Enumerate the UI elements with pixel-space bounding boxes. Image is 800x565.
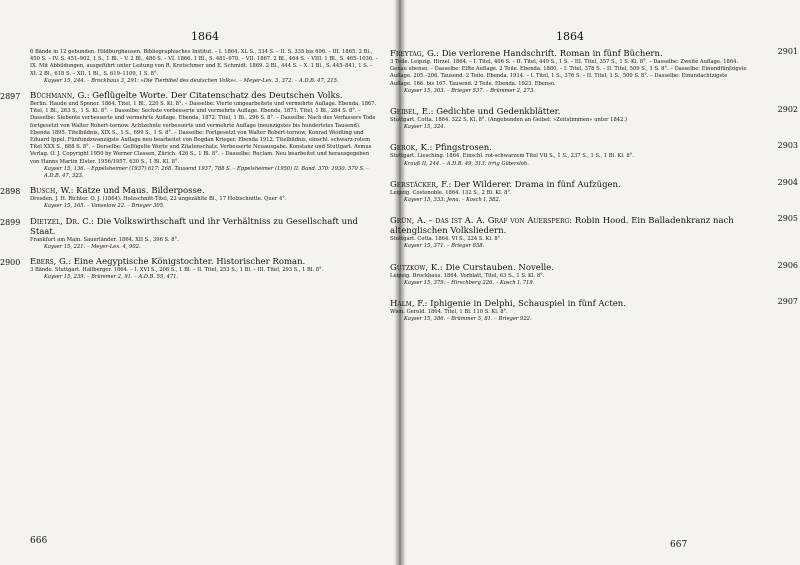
- entry-body: Berlin. Haude und Spener. 1864. Titel, 1 Bl., 220 S. Kl. 8°. – Dasselbe: Vierte umgearbeitete und vermehrte Auflage. Ebenda, 1867. Titel, 1 Bl., 263 S., 1 S. Kl. 8°. – Dasselbe: Sechste verbesserte und vermehrte Auflage. Ebenda, 1871. Titel, 1 Bl., 284 S. 8°. – Dasselbe: Siebente verbesserte und vermehrte Auflage. Ebenda, 1872. Titel, 1 Bl., 296 S. 8°. – Dasselbe: Nach des Verfassers Tode fortgesetzt von Walter Robert-tornow. Achtzehnte verbesserte und vermehrte Auflage (neunzigstes bis hundertstes Tausend). Ebenda 1895. Titelbildnis, XIX S., 1 S., 699 S., 1 S. 8°. – Dasselbe: Fortgesetzt von Walter Robert-tornow, Konrad Weidling und Eduard Ippel. Fünfundzwanzigste Auflage neu bearbeitet von Bogdan Krieger. Ebenda 1912. Titelbildnis, einschl. schwarz-rotem Titel XXX S., 688 S. 8°. – Derselbe: Geflügelte Worte und Zitatenschatz. Verbesserte Neuausgabe. Konstanz und Stuttgart. Asmus Verlag. O. J. Copyright 1950 by Werner Classen, Zürich. 426 S., 1 Bl. 8°. – Dasselbe: Reclam. Neu bearbeitet und herausgegeben von Hanns Martin Elster. 1956/1957. 630 S., 1 Bl. Kl. 8°.: [30, 101, 377, 165]
- entry-heading: [30, 91, 380, 101]
- bibliography-entry: [390, 260, 798, 287]
- entry-number: 2907: [777, 297, 798, 307]
- entry-title: Die verlorene Handschrift. Roman in fünf Büchern.: [441, 49, 663, 59]
- entry-body: 3 Teile. Leipzig. Hirzel. 1864. – I. Titel, 406 S. – II. Titel, 449 S., 1 S. – III. Titel, 357 S., 1 S. Kl. 8°. – Dasselbe: Zweite Auflage. 1864. Genau ebenso. – Dasselbe: Elfte Auflage. 2 Teile. Ebenda. 1880. – I. Titel, 378 S. – II. Titel, 509 S., 1 S. 8°. – Dasselbe: Einundfünfzigste Auflage. 205.–206. Tausend. 2 Teile. Ebenda. 1914. – I. Titel, 1 S., 376 S. – II. Titel, 1 S., 500 S. 8°. – Dasselbe: Einundachtzigste Auflage. 166. bis 167. Tausend. 2 Teile. Ebenda. 1923. Ebenso.: [390, 59, 747, 87]
- bibliography-entry: [390, 214, 798, 250]
- entry-reference: Kayser 15, 324.: [404, 124, 446, 131]
- page-number: 667: [670, 540, 688, 550]
- entry-heading: [390, 49, 750, 59]
- bibliography-entry: [390, 297, 798, 323]
- entry-body: Dresden. J. H. Richter. O. J. (1864). Holzschnitt-Titel, 22 ungezählte Bl., 17 Holzschnitte. Quer 4°.: [30, 196, 287, 203]
- entry-body: Stuttgart. Liesching. 1864. Einschl. rot-schwarzem Titel VII S., 1 S., 237 S., 1 S., 1 Bl. Kl. 8°.: [390, 153, 634, 160]
- entry-author: Ebers, G.:: [30, 257, 72, 268]
- entry-title: Katze und Maus. Bilderposse.: [76, 186, 205, 197]
- entry-title: Die Volkswirthschaft und ihr Verhältniss zu Gesellschaft und Staat.: [30, 216, 358, 237]
- entry-body: Frankfurt am Main. Sauerländer. 1864. XII S., 396 S. 8°.: [30, 236, 179, 243]
- right-page: [390, 30, 798, 550]
- entry-number: 2906: [777, 260, 798, 270]
- entry-number: 2905: [777, 214, 798, 224]
- entry-reference: Kayser 15, 371. – Brieger 858.: [404, 243, 485, 250]
- entry-number: 2897: [0, 92, 21, 102]
- entry-reference: Krauß II, 244. – A.D.B. 49, 313: irrig Gütersloh.: [404, 160, 529, 167]
- bibliography-entry: [390, 47, 798, 95]
- entry-body: Leipzig. Costenoble. 1864. 132 S., 2 Bl. Kl. 8°.: [390, 189, 512, 196]
- entry-number: 2900: [0, 258, 21, 268]
- entry-reference: Kayser 15, 165. – Vanselow 22. – Brieger 305.: [44, 203, 165, 210]
- entry-number: 2899: [0, 217, 21, 227]
- entry-author: Büchmann, G.:: [30, 91, 90, 102]
- entry-author: Gerstäcker, F.:: [390, 179, 452, 190]
- entry-heading: [30, 217, 380, 237]
- page-year: 1864: [556, 30, 584, 43]
- entry-author: Grün, A. – das ist A. A. Graf von Auersperg:: [390, 216, 573, 227]
- entry-reference: Kayser 15, 386. – Brümmer 5, 81. – Brieger 922.: [404, 316, 532, 323]
- entry-title: Der Wilderer. Drama in fünf Aufzügen.: [454, 179, 621, 190]
- entry-reference: Kayser 15, 239. – Brümmer 2, 91. – A.D.B. 55, 471.: [44, 274, 179, 281]
- entry-heading: [390, 180, 750, 190]
- entry-author: Gerok, K.:: [390, 143, 433, 154]
- bibliography-entry: [390, 105, 798, 131]
- entry-reference: Kayser 15, 379. – Hirschberg 226. – Kosch I, 719.: [404, 279, 535, 286]
- entry-body: 3 Bände. Stuttgart. Hallberger. 1864. – I. XVI S., 206 S., 1 Bl. – II. Titel, 253 S., 1 Bl. – III. Titel, 293 S., 1 Bl. 8°.: [30, 267, 324, 274]
- entry-number: 2902: [777, 105, 798, 115]
- entry-reference: Kayser 15, 136. – Eppelsheimer (1937) 617: 268. Tausend 1937, 788 S. – Eppelsheimer (1950) II. Band. 370: 1930. 570 S. – A.D.B. 47, 323.: [44, 165, 369, 180]
- entry-author: Gutzkow, K.:: [390, 262, 443, 273]
- page-number: 666: [30, 536, 48, 546]
- entry-heading: [30, 186, 380, 196]
- page-year: 1864: [191, 30, 219, 43]
- intro-reference: Kayser 15, 244. – Brockhaus 3, 291: »Die Tierbibel des deutschen Volks«. – Meyer-Lex. 3, 372. – A.D.B. 47, 215.: [44, 77, 339, 84]
- bibliography-entry: [390, 141, 798, 167]
- entry-heading: [390, 299, 750, 309]
- intro-text: 6 Bände in 12 gebunden. Hildburghausen. Bibliographisches Institut. – I. 1864. XL S., 334 S. – II. S. 335 bis 696. – III. 1865. 2 Bl., 450 S. – IV. S. 451–902, 1 S., 1 Bl. – V. 2 Bl., 480 S. – VI. 1866. 1 Bl., S. 481–970. – VII. 1867. 2 Bl., 464 S. – VIII. 1 Bl., S. 465–1036. – IX. Mit Abbildungen, ausgeführt unter Leitung von R. Kretschmer und E. Schmidt. 1869. 2 Bl., 444 S. – X. 1 Bl., S. 445–841, 1 S. – XI. 2 Bl., 618 S. – XII. 1 Bl., S. 619–1109, 1 S. 8°.: [30, 49, 379, 77]
- entry-heading: [390, 107, 750, 117]
- entry-author: Busch, W.:: [30, 186, 74, 197]
- entry-number: 2904: [777, 177, 798, 187]
- entry-heading: [390, 216, 750, 236]
- entry-heading: [30, 257, 380, 267]
- bibliography-entry: [0, 216, 380, 251]
- entry-heading: [390, 263, 750, 273]
- entry-title: Robin Hood. Ein Balladenkranz nach altenglischen Volksliedern.: [390, 216, 734, 237]
- entry-author: Dietzel, Dr. C.:: [30, 216, 95, 227]
- entry-reference: Kayser 15, 333: Jena. – Kosch I, 582.: [404, 197, 501, 204]
- entry-title: Geflügelte Worte. Der Citatenschatz des Deutschen Volks.: [92, 91, 343, 102]
- entry-body: Stuttgart. Cotta. 1864. VI S., 224 S. Kl. 8°.: [390, 236, 502, 243]
- entry-title: Iphigenie in Delphi, Schauspiel in fünf Acten.: [430, 299, 626, 310]
- entry-title: Pfingstrosen.: [435, 143, 492, 154]
- left-page: [0, 30, 380, 546]
- entry-reference: Kayser 15, 303. – Brieger 537. – Brümmer 2, 273.: [404, 87, 535, 94]
- entry-title: Eine Aegyptische Königstochter. Historischer Roman.: [73, 257, 306, 268]
- entry-body: Leipzig. Brockhaus. 1864. Vorblatt, Titel, 63 S., 1 S. Kl. 8°.: [390, 272, 545, 279]
- entry-number: 2898: [0, 187, 21, 197]
- entry-author: Halm, F.:: [390, 299, 428, 310]
- bibliography-entry: [0, 91, 380, 180]
- entry-title: Die Curstauben. Novelle.: [445, 262, 554, 273]
- entry-heading: [390, 143, 750, 153]
- bibliography-entry: [0, 186, 380, 210]
- entry-author: Freytag, G.:: [390, 49, 440, 59]
- entry-author: Geibel, E.:: [390, 107, 434, 118]
- entry-reference: Kayser 15, 221. – Meyer-Lex. 4, 902.: [44, 243, 141, 250]
- entry-body: Wien. Gerold. 1864. Titel, 1 Bl. 110 S. Kl. 8°.: [390, 309, 508, 316]
- entry-title: Gedichte und Gedenkblätter.: [436, 107, 561, 118]
- entry-number: 2903: [777, 141, 798, 151]
- entry-body: Stuttgart. Cotta. 1864. 322 S. Kl. 8°. (Angebunden an Geibel: »Zeitstimmen« unter 1842.): [390, 117, 628, 124]
- bibliography-entry: [0, 257, 380, 281]
- bibliography-entry: [390, 177, 798, 204]
- entry-number: 2901: [777, 47, 798, 56]
